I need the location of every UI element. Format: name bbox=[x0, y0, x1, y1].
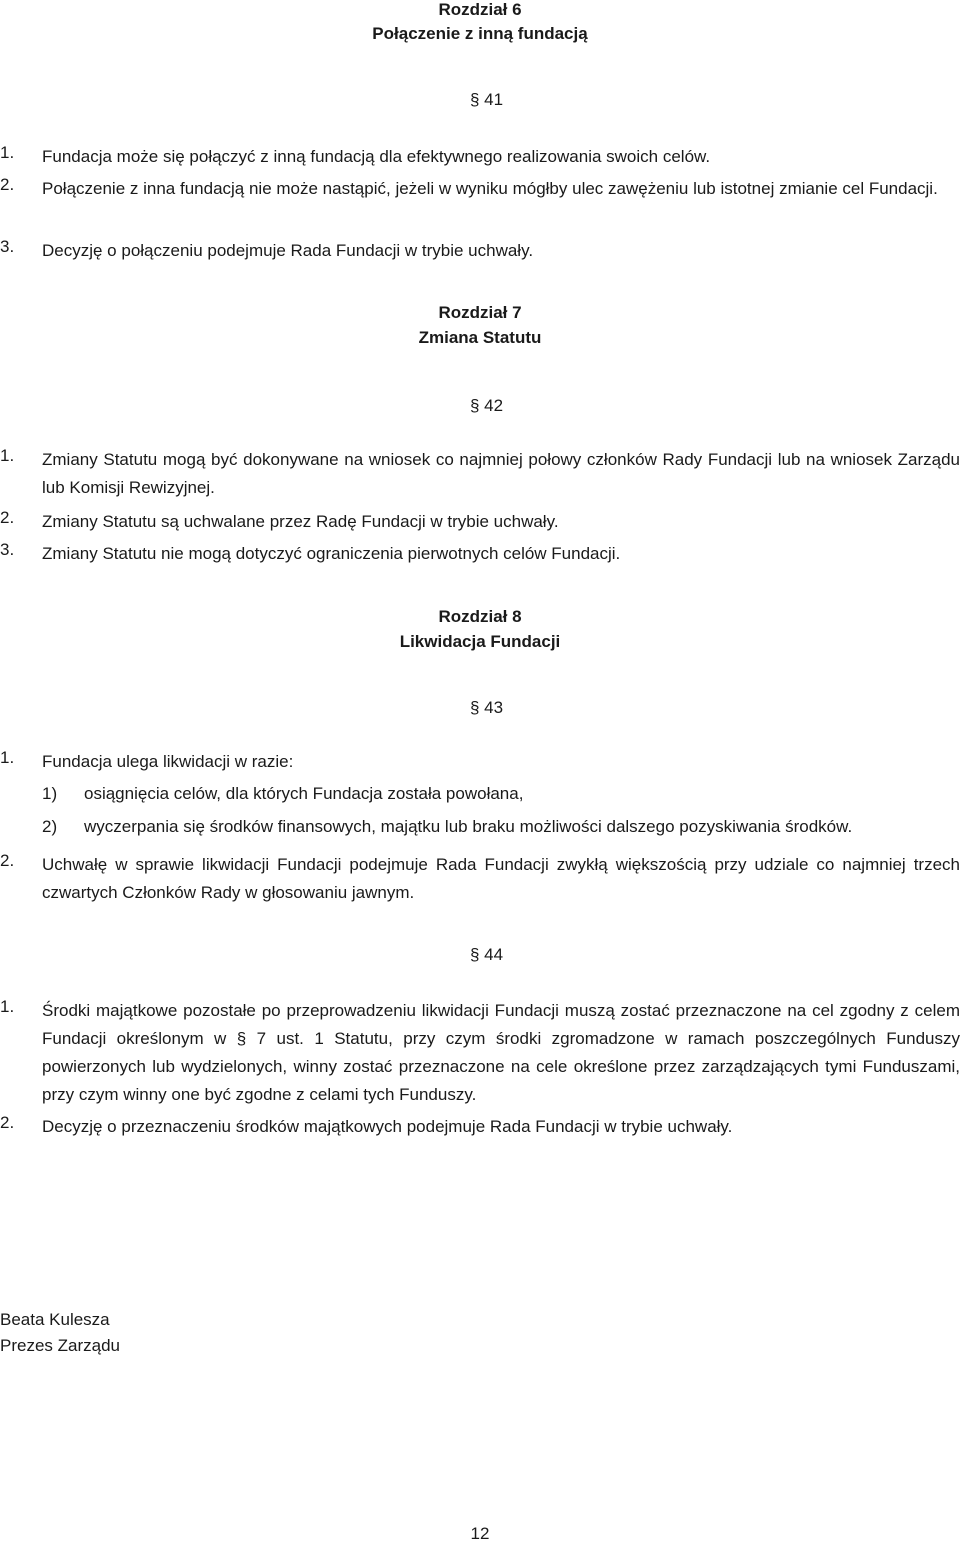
item-number: 3. bbox=[0, 540, 15, 559]
chapter-6-heading: Rozdział 6 bbox=[438, 0, 522, 19]
item-text: Fundacja może się połączyć z inną fundacją dla efektywnego realizowania swoich celów. bbox=[42, 147, 711, 166]
item-number: 1. bbox=[0, 748, 15, 767]
section-41: § 41 bbox=[470, 90, 504, 109]
item-number: 3. bbox=[0, 237, 15, 256]
item-number: 1. bbox=[0, 997, 15, 1016]
chapter-6-title: Połączenie z inną fundacją bbox=[372, 24, 588, 43]
item-text: Połączenie z inna fundacją nie może nastąpić, jeżeli w wyniku mógłby ulec zawężeniu lub istotnej zmianie cel Fundacji. bbox=[42, 179, 938, 198]
item-text: Zmiany Statutu są uchwalane przez Radę Fundacji w trybie uchwały. bbox=[42, 512, 559, 531]
signature-role: Prezes Zarządu bbox=[0, 1336, 120, 1355]
section-44: § 44 bbox=[470, 945, 504, 964]
sub-text: wyczerpania się środków finansowych, majątku lub braku możliwości dalszego pozyskiwania środków. bbox=[84, 817, 853, 836]
item-number: 2. bbox=[0, 851, 15, 870]
item-number: 2. bbox=[0, 1113, 15, 1132]
item-text: Zmiany Statutu nie mogą dotyczyć ograniczenia pierwotnych celów Fundacji. bbox=[42, 544, 621, 563]
item-number: 2. bbox=[0, 508, 15, 527]
item-number: 2. bbox=[0, 175, 15, 194]
item-text: Środki majątkowe pozostałe po przeprowadzeniu likwidacji Fundacji muszą zostać przeznaczone na cel zgodny z celem Fundacji określonym w § 7 ust. 1 Statutu, przy czym środki zgromadzone w ramach poszczególnych Funduszy powierzonych lub wydzielonych, winny zostać przeznaczone na cele określone przez zarządzających tymi Funduszami, przy czym winny one być zgodne z celami tych Funduszy. bbox=[42, 1001, 960, 1104]
item-number: 1. bbox=[0, 446, 15, 465]
chapter-8-heading: Rozdział 8 bbox=[438, 607, 522, 626]
sub-number: 2) bbox=[42, 817, 58, 836]
item-text: Uchwałę w sprawie likwidacji Fundacji podejmuje Rada Fundacji zwykłą większością przy udziale co najmniej trzech czwartych Członków Rady w głosowaniu jawnym. bbox=[42, 855, 960, 902]
section-42: § 42 bbox=[470, 396, 504, 415]
item-text: Decyzję o połączeniu podejmuje Rada Fundacji w trybie uchwały. bbox=[42, 241, 534, 260]
signature-name: Beata Kulesza bbox=[0, 1310, 110, 1329]
item-number: 1. bbox=[0, 143, 15, 162]
chapter-7-heading: Rozdział 7 bbox=[438, 303, 522, 322]
page-number: 12 bbox=[470, 1524, 490, 1543]
item-text: Decyzję o przeznaczeniu środków majątkowych podejmuje Rada Fundacji w trybie uchwały. bbox=[42, 1117, 733, 1136]
sub-number: 1) bbox=[42, 784, 58, 803]
chapter-8-title: Likwidacja Fundacji bbox=[399, 632, 561, 651]
chapter-7-title: Zmiana Statutu bbox=[418, 328, 542, 347]
item-text: Zmiany Statutu mogą być dokonywane na wniosek co najmniej połowy członków Rady Fundacji lub na wniosek Zarządu lub Komisji Rewizyjnej. bbox=[42, 450, 960, 497]
item-text: Fundacja ulega likwidacji w razie: bbox=[42, 752, 294, 771]
section-43: § 43 bbox=[470, 698, 504, 717]
sub-text: osiągnięcia celów, dla których Fundacja została powołana, bbox=[84, 784, 524, 803]
